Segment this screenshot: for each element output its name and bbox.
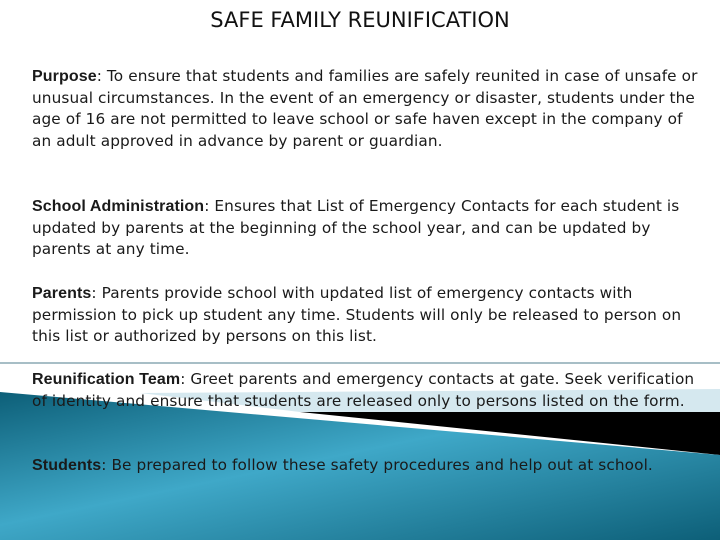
section-purpose [32,66,702,152]
section-heading: Purpose [32,68,97,85]
section-heading: School Administration [32,198,205,215]
section-heading: Students [32,457,102,474]
section-reunification-team [32,369,702,412]
section-school-administration [32,196,702,261]
section-heading: Parents [32,285,92,302]
section-students [32,455,702,477]
section-heading: Reunification Team [32,371,181,388]
section-text: : Greet parents and emergency contacts at gate. Seek verification of identity and ensure that students are released only to persons listed on the form. [32,370,695,410]
section-parents [32,283,702,348]
page-title: SAFE FAMILY REUNIFICATION [210,8,510,32]
section-text: : Parents provide school with updated list of emergency contacts with permission to pick up student any time. Students will only be released to person on this list or authorized by persons on this list. [32,284,682,345]
section-text: : Ensures that List of Emergency Contacts for each student is updated by parents at the beginning of the school year, and can be updated by parents at any time. [32,197,680,258]
section-text: : To ensure that students and families are safely reunited in case of unsafe or unusual circumstances. In the event of an emergency or disaster, students under the age of 16 are not permitted to leave school or safe haven except in the company of an adult approved in advance by parent or guardian. [32,67,698,150]
section-text: : Be prepared to follow these safety procedures and help out at school. [101,456,653,474]
